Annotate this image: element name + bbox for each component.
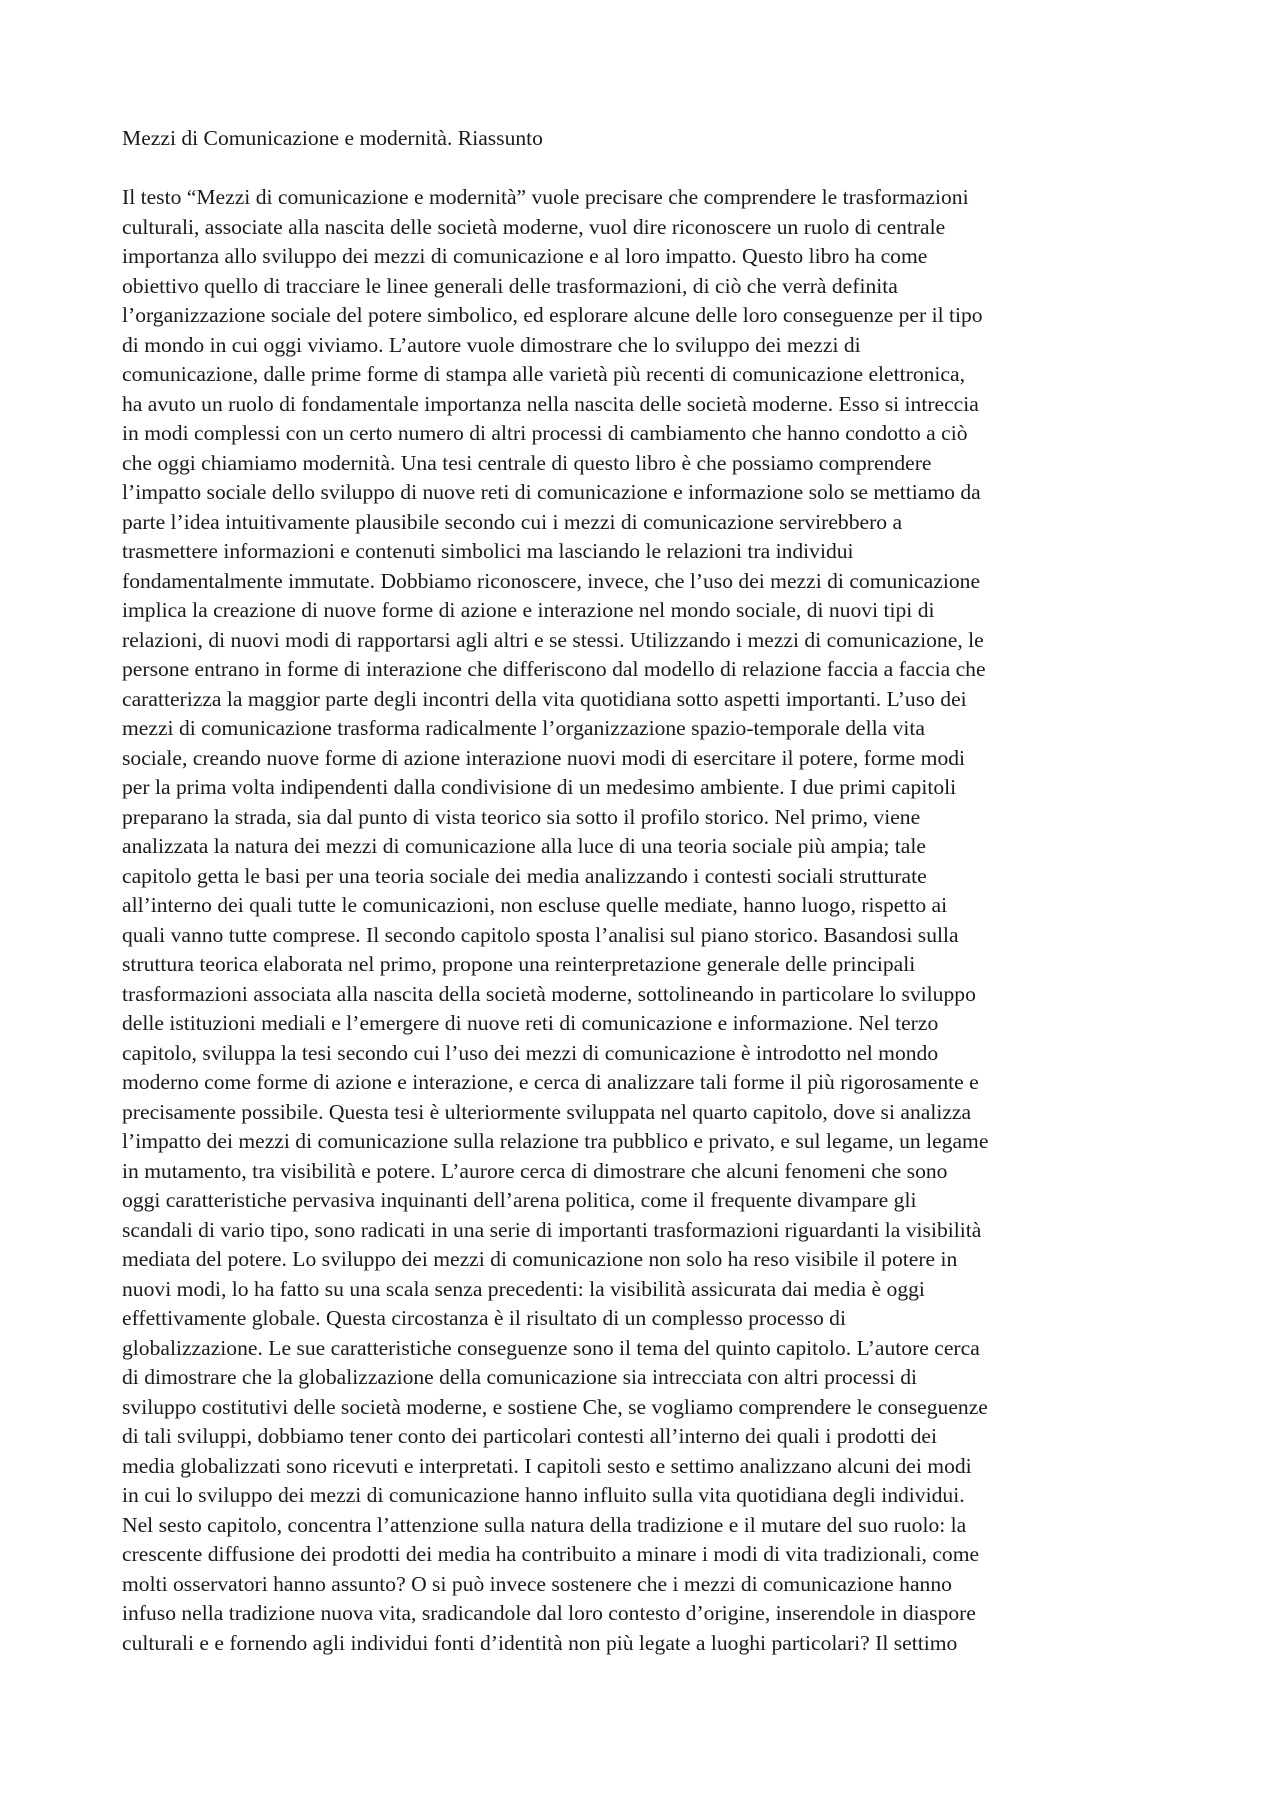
body-text-line: sociale, creando nuove forme di azione interazione nuovi modi di esercitare il potere, forme modi (122, 745, 966, 770)
body-text-line: capitolo, sviluppa la tesi secondo cui l’uso dei mezzi di comunicazione è introdotto nel mondo (122, 1040, 939, 1065)
body-text-line: obiettivo quello di tracciare le linee generali delle trasformazioni, di ciò che verrà definita (122, 273, 898, 298)
body-text-line: mezzi di comunicazione trasforma radicalmente l’organizzazione spazio-temporale della vita (122, 716, 925, 740)
body-text-line: delle istituzioni mediali e l’emergere di nuove reti di comunicazione e informazione. Nel terzo (122, 1011, 939, 1035)
body-text-line: implica la creazione di nuove forme di azione e interazione nel mondo sociale, di nuovi tipi di (122, 598, 935, 622)
body-text-line: relazioni, di nuovi modi di rapportarsi agli altri e se stessi. Utilizzando i mezzi di comunicazione, le (122, 627, 984, 652)
body-text-line: Il testo “Mezzi di comunicazione e modernità” vuole precisare che comprendere le trasformazioni (122, 185, 969, 209)
body-text-line: parte l’idea intuitivamente plausibile secondo cui i mezzi di comunicazione servirebbero a (122, 509, 903, 534)
body-text-line: capitolo getta le basi per una teoria sociale dei media analizzando i contesti sociali strutturate (122, 863, 927, 888)
body-text-line: trasformazioni associata alla nascita della società moderne, sottolineando in particolare lo sviluppo (122, 981, 976, 1006)
document-content (122, 124, 1174, 1658)
body-text-line: culturali, associate alla nascita delle società moderne, vuol dire riconoscere un ruolo di centrale (122, 214, 946, 239)
body-text-line: molti osservatori hanno assunto? O si può invece sostenere che i mezzi di comunicazione hanno (122, 1571, 952, 1596)
body-text-line: preparano la strada, sia dal punto di vista teorico sia sotto il profilo storico. Nel primo, viene (122, 804, 921, 829)
body-text-line: fondamentalmente immutate. Dobbiamo riconoscere, invece, che l’uso dei mezzi di comunicazione (122, 568, 981, 593)
body-text-line: nuovi modi, lo ha fatto su una scala senza precedenti: la visibilità assicurata dai media è oggi (122, 1276, 925, 1301)
body-text-line: infuso nella tradizione nuova vita, sradicandole dal loro contesto d’origine, inserendole in diaspore (122, 1601, 976, 1625)
body-text-line: importanza allo sviluppo dei mezzi di comunicazione e al loro impatto. Questo libro ha come (122, 244, 928, 268)
body-text-line: l’impatto sociale dello sviluppo di nuove reti di comunicazione e informazione solo se mettiamo da (122, 480, 981, 504)
body-text-line: in mutamento, tra visibilità e potere. L’aurore cerca di dimostrare che alcuni fenomeni che sono (122, 1158, 948, 1183)
body-text-line: all’interno dei quali tutte le comunicazioni, non escluse quelle mediate, hanno luogo, rispetto ai (122, 893, 948, 917)
body-text-line: crescente diffusione dei prodotti dei media ha contribuito a minare i modi di vita tradizionali, come (122, 1542, 980, 1566)
body-text-line: mediata del potere. Lo sviluppo dei mezzi di comunicazione non solo ha reso visibile il potere in (122, 1247, 958, 1271)
body-text-line: struttura teorica elaborata nel primo, propone una reinterpretazione generale delle principali (122, 952, 916, 976)
body-text-line: analizzata la natura dei mezzi di comunicazione alla luce di una teoria sociale più ampia; tale (122, 834, 926, 858)
body-text-line: globalizzazione. Le sue caratteristiche conseguenze sono il tema del quinto capitolo. L’autore cerca (122, 1335, 980, 1360)
document-title: Mezzi di Comunicazione e modernità. Riassunto (122, 126, 543, 150)
body-text-line: quali vanno tutte comprese. Il secondo capitolo sposta l’analisi sul piano storico. Basandosi sulla (122, 922, 959, 947)
body-text-line: ha avuto un ruolo di fondamentale importanza nella nascita delle società moderne. Esso si intreccia (122, 391, 979, 416)
body-text-line: l’impatto dei mezzi di comunicazione sulla relazione tra pubblico e privato, e sul legame, un legame (122, 1129, 989, 1153)
body-text-line: culturali e e fornendo agli individui fonti d’identità non più legate a luoghi particolari? Il settimo (122, 1630, 958, 1655)
document-body (122, 183, 1174, 1658)
body-text-line: di tali sviluppi, dobbiamo tener conto dei particolari contesti all’interno dei quali i prodotti dei (122, 1424, 937, 1448)
body-text-line: in modi complessi con un certo numero di altri processi di cambiamento che hanno condotto a ciò (122, 421, 968, 445)
body-text-line: moderno come forme di azione e interazione, e cerca di analizzare tali forme il più rigorosamente e (122, 1070, 979, 1094)
body-text-line: che oggi chiamiamo modernità. Una tesi centrale di questo libro è che possiamo comprendere (122, 450, 932, 475)
body-text-line: trasmettere informazioni e contenuti simbolici ma lasciando le relazioni tra individui (122, 539, 854, 563)
body-text-line: scandali di vario tipo, sono radicati in una serie di importanti trasformazioni riguardanti la visibilità (122, 1217, 982, 1242)
body-text-line: l’organizzazione sociale del potere simbolico, ed esplorare alcune delle loro conseguenze per il tipo (122, 303, 983, 327)
body-text-line: sviluppo costitutivi delle società moderne, e sostiene Che, se vogliamo comprendere le conseguenze (122, 1394, 988, 1419)
body-text-line: comunicazione, dalle prime forme di stampa alle varietà più recenti di comunicazione elettronica, (122, 362, 965, 386)
body-text-line: persone entrano in forme di interazione che differiscono dal modello di relazione faccia a faccia che (122, 657, 986, 681)
body-text-line: caratterizza la maggior parte degli incontri della vita quotidiana sotto aspetti importanti. L’uso dei (122, 686, 967, 711)
body-text-line: precisamente possibile. Questa tesi è ulteriormente sviluppata nel quarto capitolo, dove si analizza (122, 1099, 972, 1124)
body-text-line: di mondo in cui oggi viviamo. L’autore vuole dimostrare che lo sviluppo dei mezzi di (122, 332, 861, 357)
body-text-line: media globalizzati sono ricevuti e interpretati. I capitoli sesto e settimo analizzano alcuni dei modi (122, 1453, 972, 1478)
body-text-line: oggi caratteristiche pervasiva inquinanti dell’arena politica, come il frequente divampare gli (122, 1188, 917, 1212)
body-text-line: per la prima volta indipendenti dalla condivisione di un medesimo ambiente. I due primi capitoli (122, 775, 957, 799)
body-text-line: in cui lo sviluppo dei mezzi di comunicazione hanno influito sulla vita quotidiana degli individui. (122, 1483, 965, 1507)
body-text-line: di dimostrare che la globalizzazione della comunicazione sia intrecciata con altri processi di (122, 1365, 918, 1389)
body-text-line: Nel sesto capitolo, concentra l’attenzione sulla natura della tradizione e il mutare del suo ruolo: la (122, 1512, 967, 1537)
body-text-line: effettivamente globale. Questa circostanza è il risultato di un complesso processo di (122, 1306, 846, 1330)
